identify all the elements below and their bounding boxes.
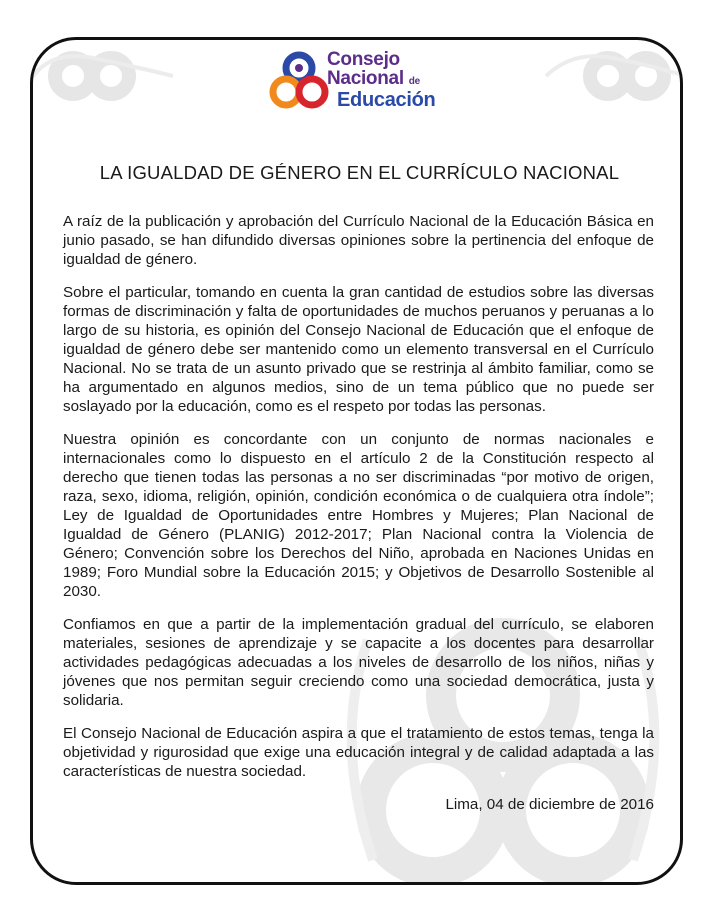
paragraph-3: Nuestra opinión es concordante con un conjunto de normas nacionales e internacionales como lo dispuesto en el artículo 2 de la Constitución respecto al derecho que tienen todas las personas a no ser discriminadas “por motivo de origen, raza, sexo, idioma, religión, opinión, condición económica o de cualquiera otra índole”; Ley de Igualdad de Oportunidades entre Hombres y Mujeres; Plan Nacional de Igualdad de Género (PLANIG) 2012-2017; Plan Nacional contra la Violencia de Género; Convención sobre los Derechos del Niño, aprobada en Naciones Unidas en 1989; Foro Mundial sobre la Educación 2015; y Objetivos de Desarrollo Sostenible al 2030. <box>63 431 654 600</box>
logo-wordmark <box>327 50 435 110</box>
logo-line-2 <box>327 69 435 91</box>
document-title: LA IGUALDAD DE GÉNERO EN EL CURRÍCULO NACIONAL <box>99 162 620 183</box>
logo-line-2-main: Nacional <box>327 68 404 89</box>
logo-line-1: Consejo <box>327 49 400 70</box>
logo-line-2-small: de <box>408 76 420 87</box>
paragraph-4: Confiamos en que a partir de la implementación gradual del currículo, se elaboren materiales, sesiones de aprendizaje y se capacite a los docentes para desarrollar actividades pedagógicas adecuadas a los niveles de desarrollo de los niños, niñas y jóvenes que nos permitan seguir creciendo como una sociedad democrática, justa y solidaria. <box>63 616 654 709</box>
logo-line-3: Educación <box>337 89 436 111</box>
signature-date: Lima, 04 de diciembre de 2016 <box>445 796 654 813</box>
logo-emblem-icon <box>269 48 329 120</box>
paragraph-5: El Consejo Nacional de Educación aspira a que el tratamiento de estos temas, tenga la objetividad y rigurosidad que exige una educación integral y de calidad adaptada a las características de nuestra sociedad. <box>63 725 654 780</box>
document-body <box>63 212 654 814</box>
logo <box>269 48 469 120</box>
document-frame <box>30 37 683 885</box>
paragraph-1: A raíz de la publicación y aprobación del Currículo Nacional de la Educación Básica en junio pasado, se han difundido diversas opiniones sobre la pertinencia del enfoque de igualdad de género. <box>63 213 654 268</box>
paragraph-2: Sobre el particular, tomando en cuenta la gran cantidad de estudios sobre las diversas formas de discriminación y falta de oportunidades de muchos peruanos y peruanas a lo largo de su historia, es opinión del Consejo Nacional de Educación que el enfoque de igualdad de género debe ser mantenido como un elemento transversal en el Currículo Nacional. No se trata de un asunto privado que se restrinja al ámbito familiar, como se ha argumentado en algunos medios, sino de un tema público que no puede ser soslayado por la educación, como es el respeto por todas las personas. <box>63 284 654 415</box>
